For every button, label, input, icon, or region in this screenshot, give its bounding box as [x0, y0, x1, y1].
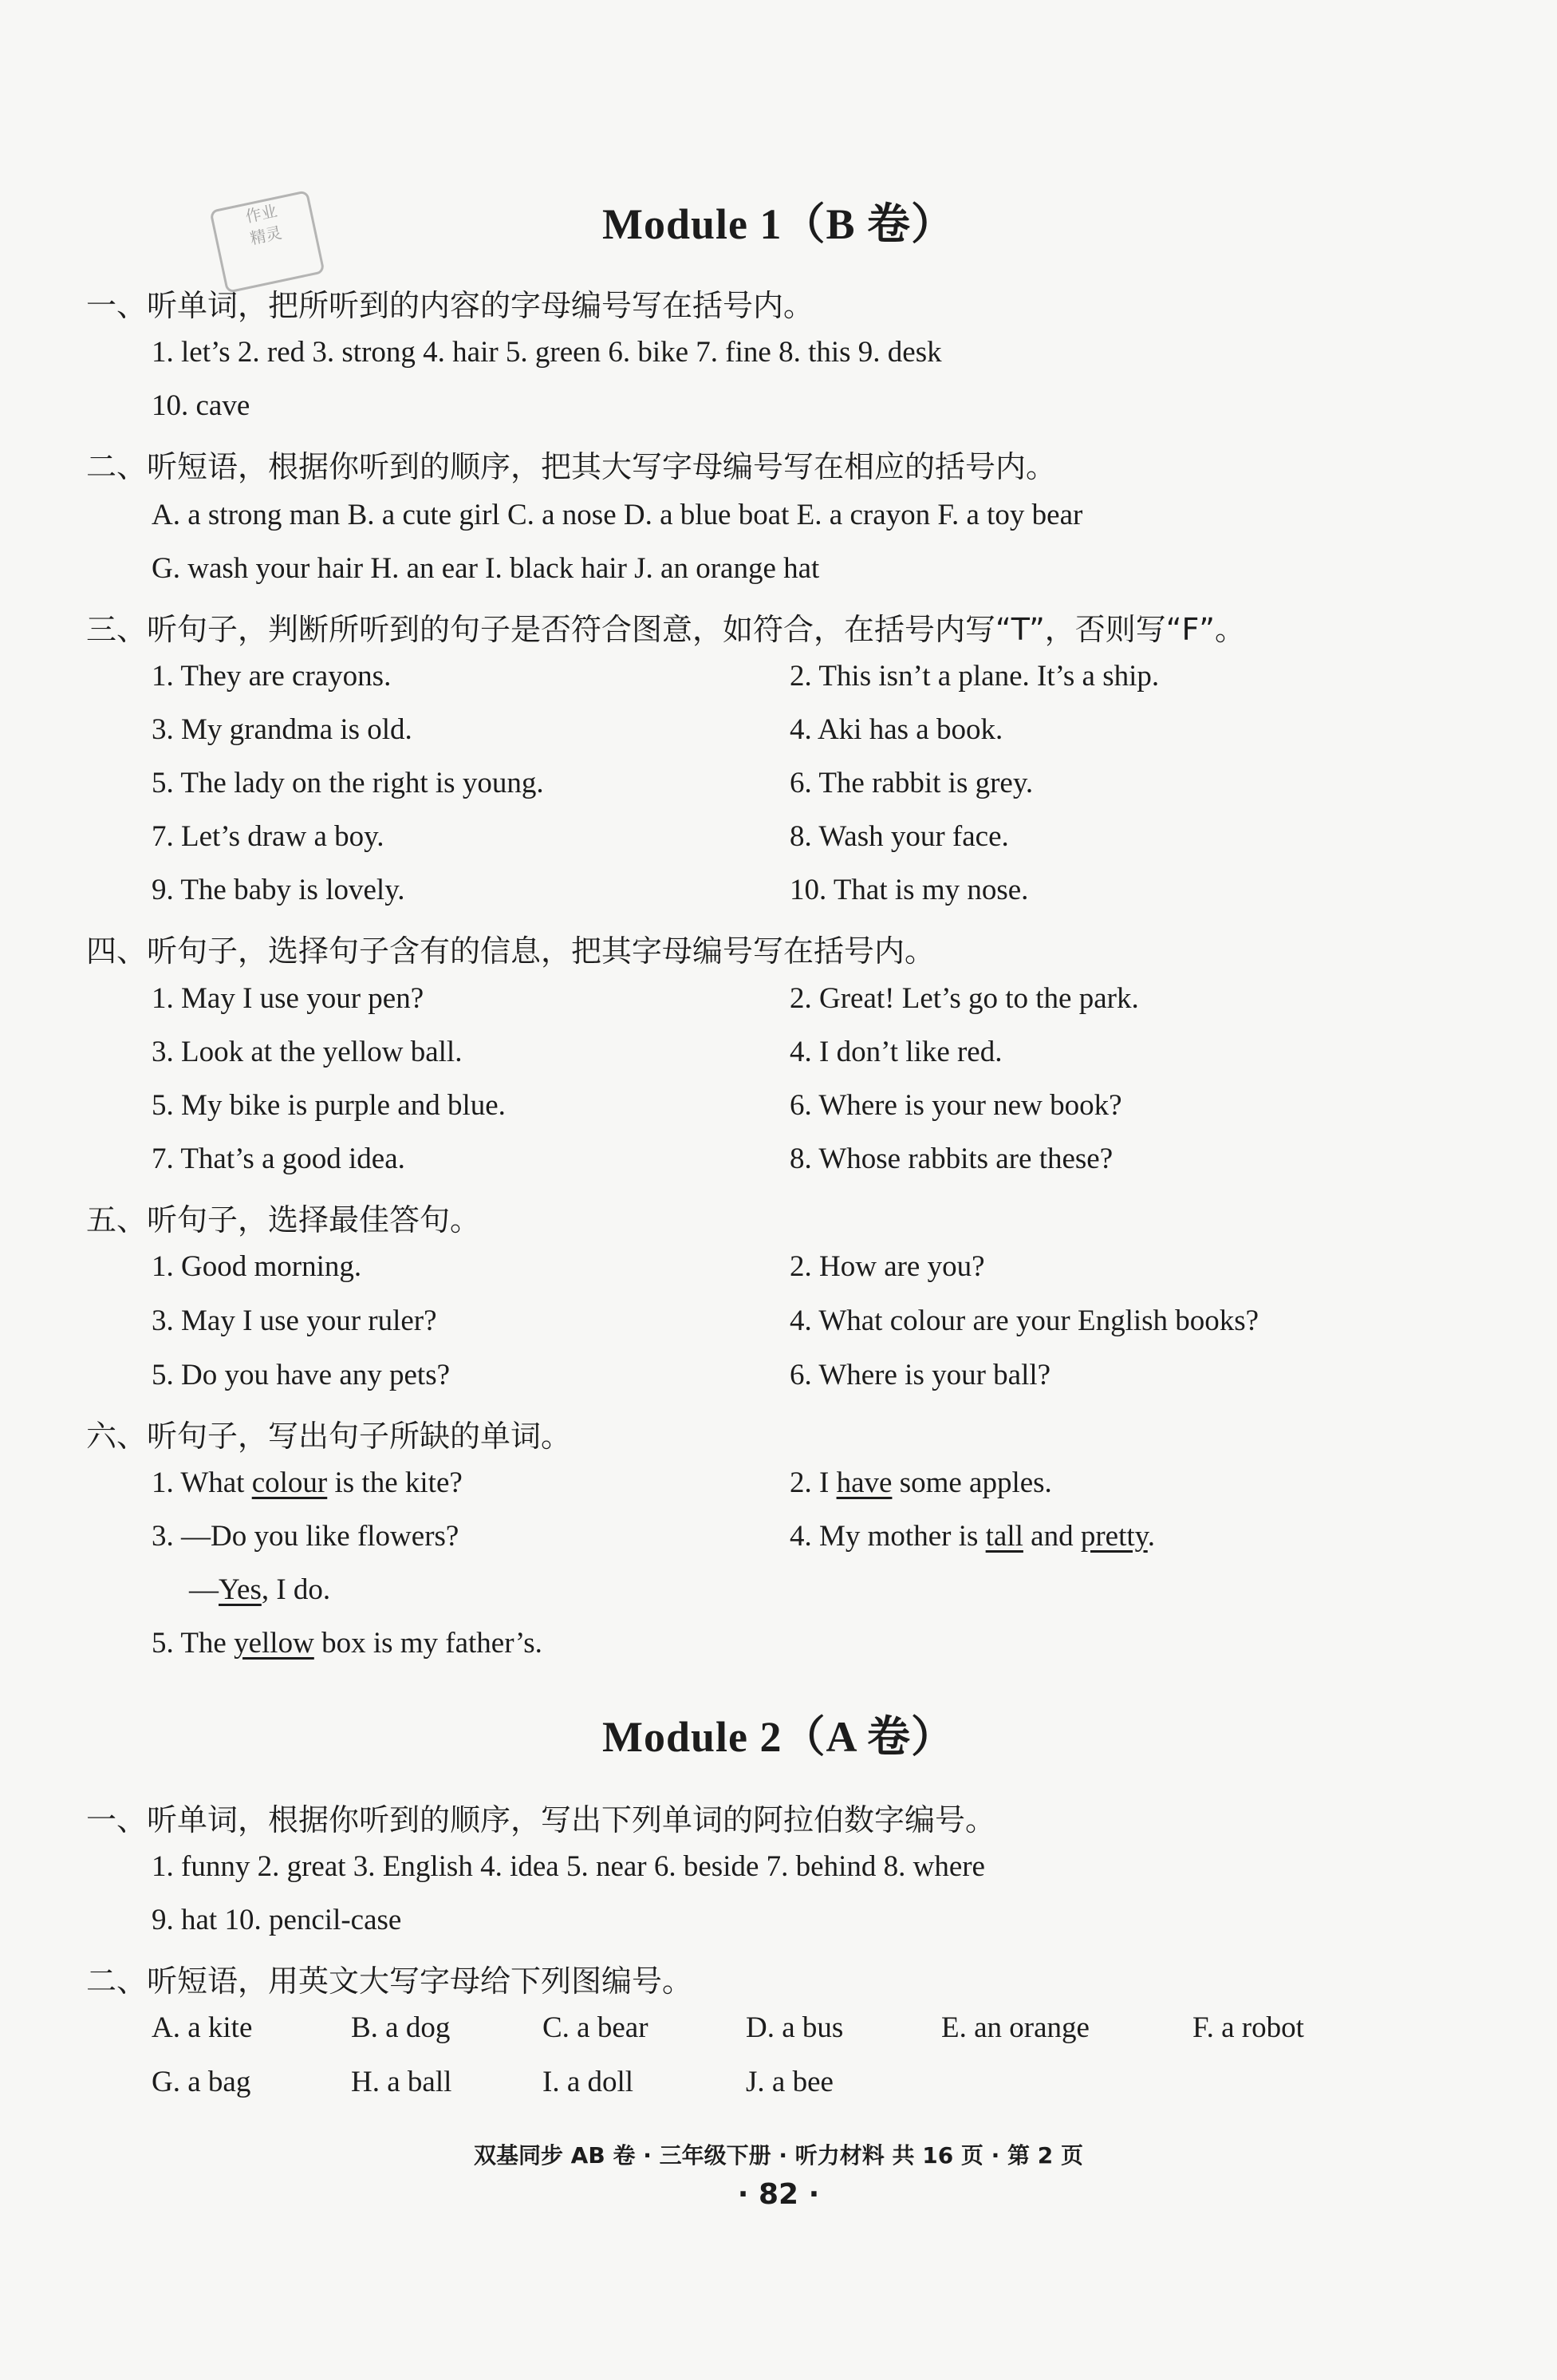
list-item: 2. I have some apples.: [790, 1466, 1052, 1499]
m1-section4-heading: 四、听句子，选择句子含有的信息，把其字母编号写在括号内。: [86, 933, 936, 969]
list-item: 9. The baby is lovely.: [152, 874, 405, 906]
answer-word: pretty: [1080, 1520, 1148, 1553]
list-item: C. a bear: [542, 2011, 648, 2044]
m1-section1-line2: 10. cave: [152, 389, 250, 422]
list-item: 4. Aki has a book.: [790, 713, 1003, 746]
list-item: H. a ball: [351, 2066, 452, 2098]
list-item: 2. Great! Let’s go to the park.: [790, 982, 1139, 1015]
m1-section3-heading: 三、听句子，判断所听到的句子是否符合图意，如符合，在括号内写“T”，否则写“F”。: [86, 612, 1245, 647]
list-item: D. a bus: [746, 2011, 844, 2044]
m1-section2-heading: 二、听短语，根据你听到的顺序，把其大写字母编号写在相应的括号内。: [86, 449, 1057, 484]
m1-section2-line2: G. wash your hair H. an ear I. black hair J. an orange hat: [152, 552, 820, 585]
m2-section1-heading: 一、听单词，根据你听到的顺序，写出下列单词的阿拉伯数字编号。: [86, 1802, 996, 1837]
list-item: 2. How are you?: [790, 1250, 985, 1283]
watermark-stamp: 作业 精灵: [209, 190, 325, 294]
list-item: 4. My mother is tall and pretty.: [790, 1520, 1155, 1553]
list-item: 3. May I use your ruler?: [152, 1304, 437, 1337]
list-item: 5. My bike is purple and blue.: [152, 1089, 506, 1122]
list-item: 8. Wash your face.: [790, 820, 1009, 853]
m1-section5-heading: 五、听句子，选择最佳答句。: [86, 1202, 481, 1237]
list-item: 10. That is my nose.: [790, 874, 1029, 906]
answer-word: Yes: [219, 1573, 262, 1606]
list-item: B. a dog: [351, 2011, 451, 2044]
list-item: F. a robot: [1192, 2011, 1304, 2044]
page-number: · 82 ·: [737, 2178, 820, 2211]
module2-title: Module 2（A 卷）: [601, 1713, 956, 1761]
m1-section2-line1: A. a strong man B. a cute girl C. a nose D. a blue boat E. a crayon F. a toy bear: [152, 499, 1083, 531]
m2-section1-line1: 1. funny 2. great 3. English 4. idea 5. near 6. beside 7. behind 8. where: [152, 1850, 985, 1883]
list-item: 3. Look at the yellow ball.: [152, 1036, 463, 1068]
list-item: 3. —Do you like flowers?: [152, 1520, 459, 1553]
list-item: —Yes, I do.: [189, 1573, 331, 1606]
answer-word: tall: [985, 1520, 1023, 1553]
list-item: 6. The rabbit is grey.: [790, 767, 1034, 799]
m1-section1-heading: 一、听单词，把所听到的内容的字母编号写在括号内。: [86, 288, 814, 323]
list-item: 1. Good morning.: [152, 1250, 362, 1283]
list-item: 4. What colour are your English books?: [790, 1304, 1259, 1337]
list-item: 8. Whose rabbits are these?: [790, 1143, 1114, 1175]
m1-section6-heading: 六、听句子，写出句子所缺的单词。: [86, 1419, 572, 1454]
list-item: G. a bag: [152, 2066, 251, 2098]
list-item: J. a bee: [746, 2066, 834, 2098]
list-item: 2. This isn’t a plane. It’s a ship.: [790, 660, 1160, 693]
list-item: I. a doll: [542, 2066, 634, 2098]
list-item: 1. May I use your pen?: [152, 982, 424, 1015]
list-item: 4. I don’t like red.: [790, 1036, 1003, 1068]
list-item: 6. Where is your ball?: [790, 1359, 1051, 1391]
answer-word: colour: [251, 1466, 328, 1499]
list-item: A. a kite: [152, 2011, 253, 2044]
list-item: 1. What colour is the kite?: [152, 1466, 463, 1499]
list-item: 7. Let’s draw a boy.: [152, 820, 384, 853]
list-item: 3. My grandma is old.: [152, 713, 412, 746]
list-item: E. an orange: [941, 2011, 1090, 2044]
list-item: 5. The yellow box is my father’s.: [152, 1627, 542, 1660]
list-item: 7. That’s a good idea.: [152, 1143, 405, 1175]
list-item: 1. They are crayons.: [152, 660, 392, 693]
list-item: 5. Do you have any pets?: [152, 1359, 451, 1391]
m2-section2-heading: 二、听短语，用英文大写字母给下列图编号。: [86, 1964, 693, 1999]
footer-info: 双基同步 AB 卷 · 三年级下册 · 听力材料 共 16 页 · 第 2 页: [473, 2142, 1084, 2169]
answer-word: yellow: [234, 1627, 314, 1660]
m2-section1-line2: 9. hat 10. pencil-case: [152, 1904, 402, 1936]
module1-title: Module 1（B 卷）: [601, 200, 956, 248]
list-item: 5. The lady on the right is young.: [152, 767, 544, 799]
answer-word: have: [836, 1466, 893, 1499]
list-item: 6. Where is your new book?: [790, 1089, 1122, 1122]
m1-section1-line1: 1. let’s 2. red 3. strong 4. hair 5. green 6. bike 7. fine 8. this 9. desk: [152, 336, 942, 369]
